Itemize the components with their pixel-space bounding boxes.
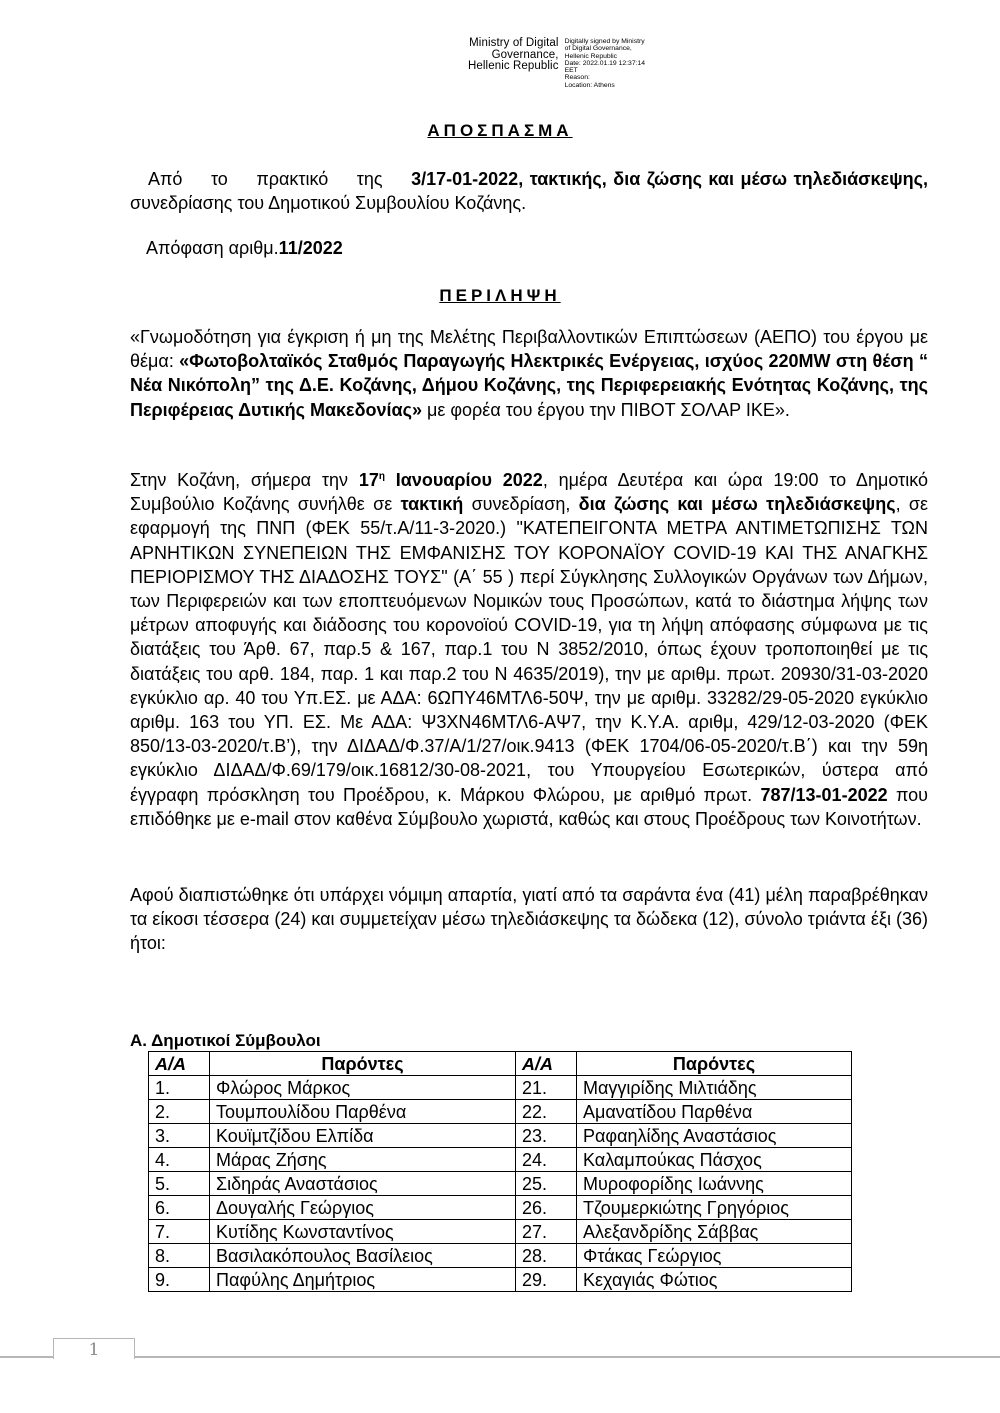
member-name: Φλώρος Μάρκος	[210, 1076, 516, 1100]
signer-line: Hellenic Republic	[468, 60, 559, 72]
body-text: Στην Κοζάνη, σήμερα την	[130, 470, 359, 490]
column-header-present: Παρόντες	[210, 1052, 516, 1076]
decision-line	[146, 236, 944, 260]
member-name: Αλεξανδρίδης Σάββας	[577, 1220, 852, 1244]
member-name: Μαγγιρίδης Μιλτιάδης	[577, 1076, 852, 1100]
member-number: 1.	[149, 1076, 210, 1100]
member-number: 27.	[516, 1220, 577, 1244]
member-number: 3.	[149, 1124, 210, 1148]
table-row	[149, 1124, 852, 1148]
body-text: που επιδόθηκε με e-mail στον καθένα Σύμβουλο χωριστά, καθώς και στους Προέδρους των Κοινοτήτων.	[130, 784, 928, 829]
intro-prefix: Από το πρακτικό της	[148, 169, 412, 189]
member-number: 7.	[149, 1220, 210, 1244]
signature-reason: Reason:	[564, 74, 590, 82]
session-mode: δια ζώσης και μέσω τηλεδιάσκεψης	[578, 494, 896, 515]
decision-number: 11/2022	[278, 238, 343, 258]
member-name: Τουμπουλίδου Παρθένα	[210, 1100, 516, 1124]
member-number: 28.	[516, 1244, 577, 1268]
meeting-day: 17	[358, 470, 379, 490]
signature-detail-line: of Digital Governance,	[564, 45, 632, 53]
member-number: 25.	[516, 1172, 577, 1196]
member-name: Κουϊμτζίδου Ελπίδα	[210, 1124, 516, 1148]
signer-name	[468, 38, 559, 89]
table-row	[149, 1148, 852, 1172]
summary-prefix: «Γνωμοδότηση για έγκριση ή μη της Μελέτης Περιβαλλοντικών Επιπτώσεων (ΑΕΠΟ) του έργου με θέμα:	[130, 327, 928, 372]
signature-detail-line: EET	[564, 67, 578, 75]
column-header-present: Παρόντες	[577, 1052, 852, 1076]
quorum-paragraph: Αφού διαπιστώθηκε ότι υπάρχει νόμιμη απαρτία, γιατί από τα σαράντα ένα (41) μέλη παραβρέθηκαν τα είκοσι τέσσερα (24) και συμμετείχαν μέσω τηλεδιάσκεψης τα δώδεκα (12), σύνολο τριάντα έξι (36) ήτοι:	[130, 885, 928, 954]
member-number: 21.	[516, 1076, 577, 1100]
page-number: 1	[88, 1340, 100, 1360]
session-type: τακτική	[400, 494, 464, 515]
body-text: συνεδρίαση,	[463, 494, 579, 515]
member-name: Δουγαλής Γεώργιος	[210, 1196, 516, 1220]
signer-line: Ministry of Digital	[469, 37, 559, 49]
member-name: Τζουμερκιώτης Γρηγόριος	[577, 1196, 852, 1220]
body-text: , σε εφαρμογή της ΠΝΠ (ΦΕΚ 55/τ.Α/11-3-2020.) "ΚΑΤΕΠΕΙΓΟΝΤΑ ΜΕΤΡΑ ΑΝΤΙΜΕΤΩΠΙΣΗΣ ΤΩΝ ΑΡΝΗΤΙΚΩΝ ΣΥΝΕΠΕΙΩΝ ΤΗΣ ΕΜΦΑΝΙΣΗΣ ΤΟΥ ΚΟΡΟΝΑΪΟΥ COVID-19 ΚΑΙ ΤΗΣ ΑΝΑΓΚΗΣ ΠΕΡΙΟΡΙΣΜΟΥ ΤΗΣ ΔΙΑΔΟΣΗΣ ΤΟΥΣ" (Α΄ 55 ) περί Σύγκλησης Συλλογικών Οργάνων των Δήμων, των Περιφερειών και των εποπτευόμενων Νομικών τους Προσώπων, κατά το διάστημα λήψης των μέτρων αποφυγής και διάδοσης του κορονοϊού COVID-19, για τη λήψη απόφασης σύμφωνα με τις διατάξεις του Άρθ. 67, παρ.5 & 167, παρ.1 του Ν 3852/2010, όπως έχουν τροποποιηθεί με τις διατάξεις του αρθ. 184, παρ. 1 και παρ.2 του Ν 4635/2019), την με αριθμ. πρωτ. 20930/31-03-2020 εγκύκλιο αρ. 40 του Υπ.ΕΣ. με ΑΔΑ: 6ΩΠΥ46ΜΤΛ6-50Ψ, την με αριθμ. 33282/29-05-2020 εγκύκλιο αριθμ. 163 του ΥΠ. ΕΣ. Με ΑΔΑ: Ψ3ΧΝ46ΜΤΛ6-ΑΨ7, την Κ.Υ.Α. αριθμ, 429/12-03-2020 (ΦΕΚ 850/13-03-2020/τ.Β’), την ΔΙΔΑΔ/Φ.37/Α/1/27/οικ.9413 (ΦΕΚ 1704/06-05-2020/τ.Β΄) και την 59η εγκύκλιο ΔΙΔΑΔ/Φ.69/179/οικ.16812/30-08-2021, του Υπουργείου Εσωτερικών, ύστερα από έγγραφη πρόσκληση του Προέδρου, κ. Μάρκου Φλώρου, με αριθμό πρωτ.	[130, 494, 929, 805]
body-text: , ημέρα Δευτέρα και ώρα 19:00 το Δημοτικό Συμβούλιο Κοζάνης συνήλθε σε	[130, 470, 928, 515]
member-name: Σιδηράς Αναστάσιος	[210, 1172, 516, 1196]
member-number: 8.	[149, 1244, 210, 1268]
member-number: 24.	[516, 1148, 577, 1172]
signer-line: Governance,	[491, 48, 559, 61]
member-name: Μάρας Ζήσης	[210, 1148, 516, 1172]
member-name: Βασιλακόπουλος Βασίλειος	[210, 1244, 516, 1268]
table-header-row	[149, 1052, 852, 1076]
member-name: Φτάκας Γεώργιος	[577, 1244, 852, 1268]
member-number: 22.	[516, 1100, 577, 1124]
member-name: Ραφαηλίδης Αναστάσιος	[577, 1124, 852, 1148]
member-number: 23.	[516, 1124, 577, 1148]
table-row	[149, 1076, 852, 1100]
member-name: Μυροφορίδης Ιωάννης	[577, 1172, 852, 1196]
summary-heading: ΠΕΡΙΛΗΨΗ	[439, 286, 561, 305]
member-name: Καλαμπούκας Πάσχος	[577, 1148, 852, 1172]
member-name: Κεχαγιάς Φώτιος	[577, 1268, 852, 1292]
member-number: 2.	[149, 1100, 210, 1124]
column-header-number: Α/Α	[516, 1052, 577, 1076]
signature-detail-line: Hellenic Republic	[564, 52, 618, 60]
column-header-number: Α/Α	[149, 1052, 210, 1076]
invitation-reference: 787/13-01-2022	[760, 784, 888, 805]
document-title: ΑΠΟΣΠΑΣΜΑ	[427, 121, 573, 140]
member-number: 9.	[149, 1268, 210, 1292]
summary-suffix: με φορέα του έργου την ΠΙΒΟΤ ΣΟΛΑΡ ΙΚΕ».	[421, 399, 790, 420]
member-number: 6.	[149, 1196, 210, 1220]
day-suffix: η	[378, 471, 385, 482]
page-number-tab	[53, 1338, 135, 1359]
member-number: 26.	[516, 1196, 577, 1220]
footer-divider	[0, 1356, 1000, 1358]
table-row	[149, 1196, 852, 1220]
decision-label: Απόφαση αριθμ.	[146, 238, 279, 258]
table-row	[149, 1244, 852, 1268]
table-row	[149, 1220, 852, 1244]
member-number: 5.	[149, 1172, 210, 1196]
summary-paragraph	[130, 325, 928, 422]
member-name: Παφύλης Δημήτριος	[210, 1268, 516, 1292]
signature-date: Date: 2022.01.19 12:37:14	[564, 59, 646, 67]
table-row	[149, 1268, 852, 1292]
signature-details	[565, 38, 646, 89]
intro-suffix: συνεδρίασης του Δημοτικού Συμβουλίου Κοζάνης.	[130, 193, 527, 214]
project-subject: «Φωτοβολταϊκός Σταθμός Παραγωγής Ηλεκτρικές Ενέργειας, ισχύος 220MW στη θέση “ Νέα Νικόπολη” της Δ.Ε. Κοζάνης, Δήμου Κοζάνης, της Περιφερειακής Ενότητας Κοζάνης, της Περιφέρειας Δυτικής Μακεδονίας»	[130, 351, 928, 420]
digital-signature-block	[468, 38, 645, 89]
member-name: Κυτίδης Κωνσταντίνος	[210, 1220, 516, 1244]
minutes-reference: 3/17-01-2022, τακτικής, δια ζώσης και μέσω τηλεδιάσκεψης,	[411, 169, 928, 189]
table-row	[149, 1172, 852, 1196]
member-number: 29.	[516, 1268, 577, 1292]
members-section-title: Α. Δημοτικοί Σύμβουλοι	[130, 1031, 321, 1050]
body-paragraph	[130, 468, 928, 831]
table-row	[149, 1100, 852, 1124]
member-number: 4.	[149, 1148, 210, 1172]
member-name: Αμανατίδου Παρθένα	[577, 1100, 852, 1124]
signature-detail-line: Digitally signed by Ministry	[564, 38, 645, 45]
signature-location: Location: Athens	[564, 81, 615, 89]
intro-paragraph	[130, 167, 928, 215]
council-members-table	[148, 1051, 852, 1292]
meeting-month-year: Ιανουαρίου 2022	[384, 470, 543, 490]
